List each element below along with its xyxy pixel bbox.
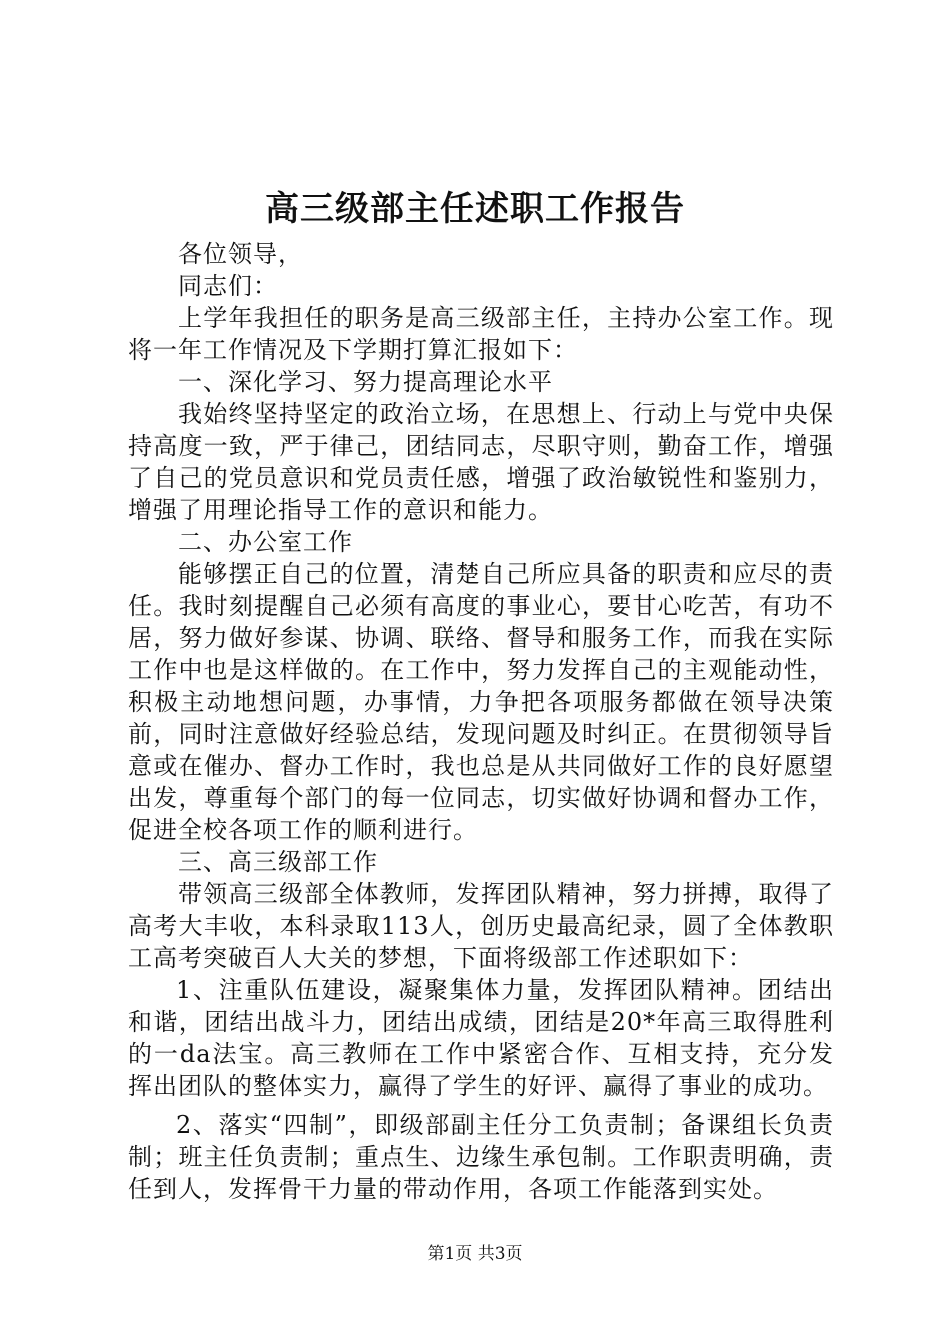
salutation-leaders: 各位领导， (178, 240, 303, 268)
section-paragraph-2: 能够摆正自己的位置，清楚自己所应具备的职责和应尽的责任。我时刻提醒自己必须有高度的事业心，要甘心吃苦，有功不居，努力做好参谋、协调、联络、督导和服务工作，而我在实际工作中也是这样做的。在工作中，努力发挥自己的主观能动性，积极主动地想问题，办事情，力争把各项服务都做在领导决策前，同时注意做好经验总结，发现问题及时纠正。在贯彻领导旨意或在催办、督办工作时，我也总是从共同做好工作的良好愿望出发，尊重每个部门的每一位同志，切实做好协调和督办工作，促进全校各项工作的顺利进行。 (128, 560, 834, 844)
document-body (128, 238, 834, 1205)
section-heading-2: 二、办公室工作 (178, 528, 353, 556)
section-paragraph-1: 我始终坚持坚定的政治立场，在思想上、行动上与党中央保持高度一致，严于律己，团结同志，尽职守则，勤奋工作，增强了自己的党员意识和党员责任感，增强了政治敏锐性和鉴别力，增强了用理论指导工作的意识和能力。 (128, 400, 834, 524)
section-paragraph-3: 带领高三级部全体教师，发挥团队精神，努力拼搏，取得了高考大丰收，本科录取113人，创历史最高纪录，圆了全体教职工高考突破百人大关的梦想，下面将级部工作述职如下： (128, 880, 834, 972)
section-heading-1: 一、深化学习、努力提高理论水平 (178, 368, 553, 396)
list-item-2: 2、落实“四制”，即级部副主任分工负责制；备课组长负责制；班主任负责制；重点生、边缘生承包制。工作职责明确，责任到人，发挥骨干力量的带动作用，各项工作能落到实处。 (128, 1111, 834, 1203)
salutation-comrades: 同志们： (178, 272, 278, 300)
section-heading-3: 三、高三级部工作 (178, 848, 378, 876)
document-title: 高三级部主任述职工作报告 (265, 189, 685, 229)
intro-paragraph: 上学年我担任的职务是高三级部主任，主持办公室工作。现将一年工作情况及下学期打算汇报如下： (128, 304, 834, 364)
page-number-footer: 第1页 共3页 (427, 1244, 523, 1264)
list-item-1: 1、注重队伍建设，凝聚集体力量，发挥团队精神。团结出和谐，团结出战斗力，团结出成绩，团结是20*年高三取得胜利的一da法宝。高三教师在工作中紧密合作、互相支持，充分发挥出团队的整体实力，赢得了学生的好评、赢得了事业的成功。 (128, 976, 834, 1100)
